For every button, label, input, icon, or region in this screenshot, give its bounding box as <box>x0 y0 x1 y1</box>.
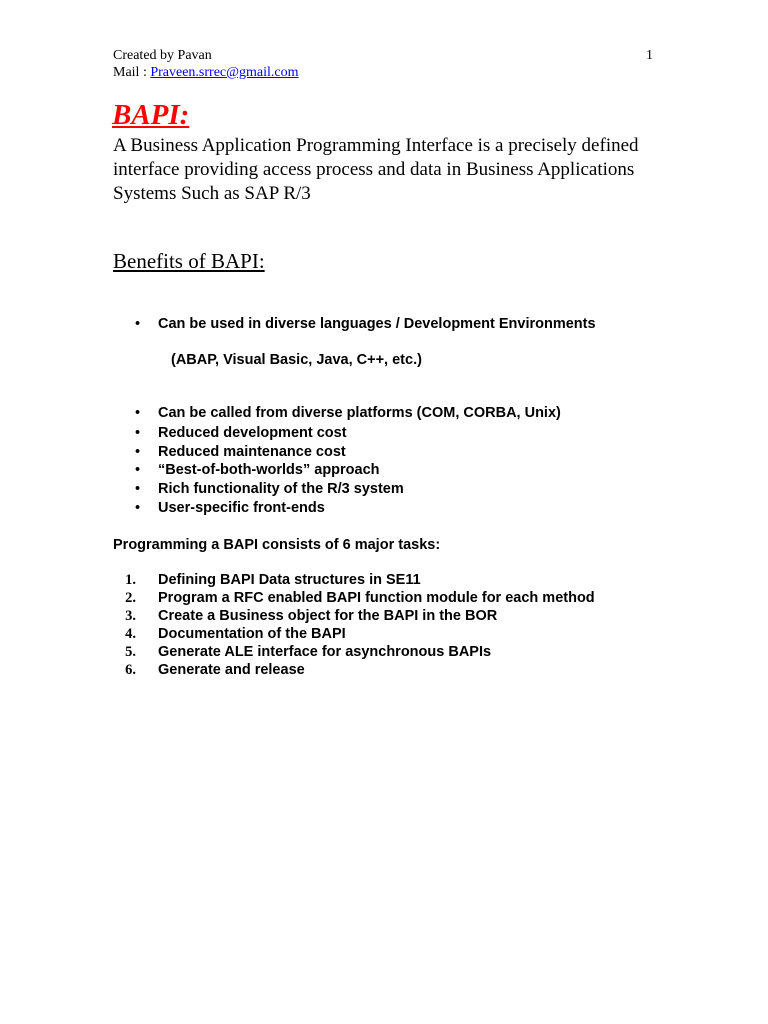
page-number: 1 <box>646 48 653 63</box>
benefit-text: “Best-of-both-worlds” approach <box>158 462 380 478</box>
tasks-heading: Programming a BAPI consists of 6 major tasks: <box>113 537 441 553</box>
task-number: 5. <box>125 644 136 660</box>
bullet-icon: • <box>135 481 141 497</box>
mail-line <box>113 64 299 82</box>
task-number: 1. <box>125 572 136 588</box>
benefits-heading: Benefits of BAPI: <box>113 249 265 273</box>
bullet-icon: • <box>135 500 141 516</box>
benefit-text: Rich functionality of the R/3 system <box>158 481 404 497</box>
intro-paragraph: A Business Application Programming Interface is a precisely defined interface providing access process and data in Business Applications Systems Such as SAP R/3 <box>113 135 639 204</box>
bullet-icon: • <box>135 462 141 478</box>
benefit-text-primary: Can be used in diverse languages / Development Environments <box>158 316 596 332</box>
task-text: Defining BAPI Data structures in SE11 <box>158 572 421 588</box>
task-number: 4. <box>125 626 136 642</box>
task-text: Program a RFC enabled BAPI function module for each method <box>158 590 595 606</box>
benefit-text: Reduced maintenance cost <box>158 444 346 460</box>
benefit-text: User-specific front-ends <box>158 500 325 516</box>
task-text: Generate and release <box>158 662 305 678</box>
task-text: Generate ALE interface for asynchronous BAPIs <box>158 644 492 660</box>
bullet-icon: • <box>135 316 141 332</box>
bullet-icon: • <box>135 405 141 421</box>
task-number: 6. <box>125 662 136 678</box>
benefit-examples: (ABAP, Visual Basic, Java, C++, etc.) <box>171 352 422 368</box>
bullet-icon: • <box>135 425 141 441</box>
task-text: Documentation of the BAPI <box>158 626 346 642</box>
email-link[interactable]: Praveen.srrec@gmail.com <box>150 65 299 80</box>
bullet-icon: • <box>135 444 141 460</box>
task-number: 3. <box>125 608 136 624</box>
created-by-text: Created by Pavan <box>113 48 212 63</box>
created-by-line <box>113 47 212 65</box>
mail-label: Mail : <box>113 65 151 80</box>
document-title: BAPI: <box>112 99 190 131</box>
benefit-text: Can be called from diverse platforms (COM, CORBA, Unix) <box>158 405 561 421</box>
benefit-text: Reduced development cost <box>158 425 347 441</box>
task-text: Create a Business object for the BAPI in the BOR <box>158 608 498 624</box>
task-number: 2. <box>125 590 136 606</box>
